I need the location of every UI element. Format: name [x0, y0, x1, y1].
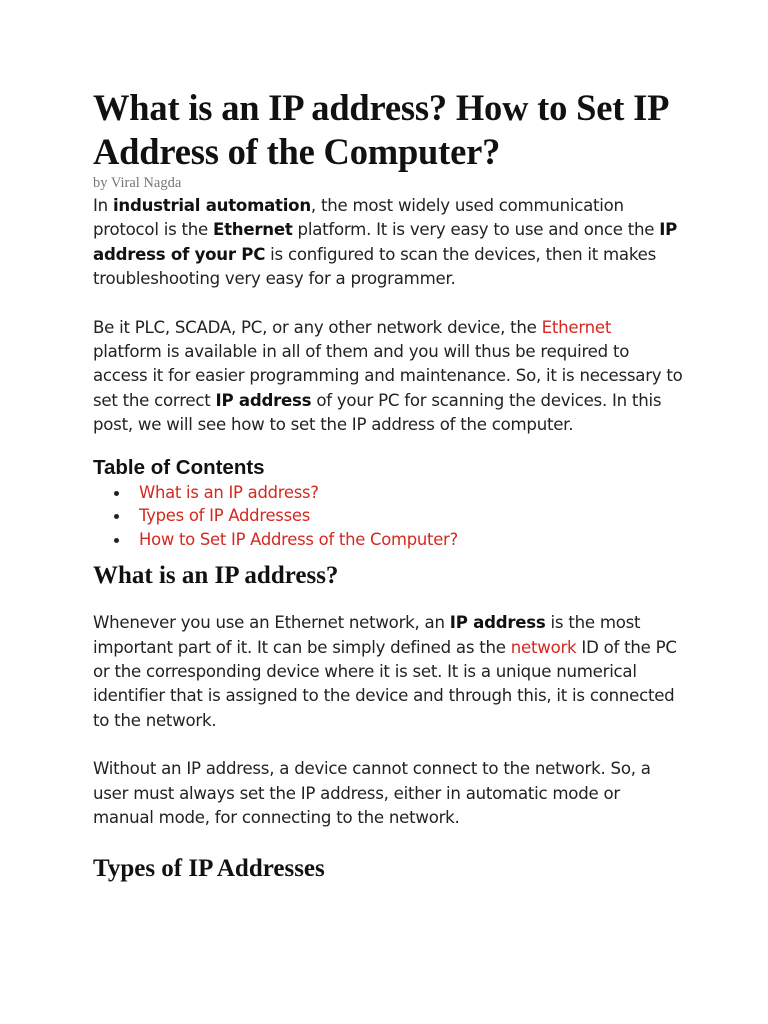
toc-link-types[interactable]: Types of IP Addresses [139, 506, 310, 526]
bold-text: Ethernet [213, 220, 293, 240]
section-heading-types: Types of IP Addresses [93, 855, 325, 883]
spacer [93, 733, 683, 757]
toc-link-how-to-set[interactable]: How to Set IP Address of the Computer? [139, 529, 458, 549]
bullet-icon [114, 538, 119, 543]
toc-item [114, 528, 683, 552]
bold-text: IP address [449, 613, 546, 633]
toc-item [114, 481, 683, 505]
text: ID of the PC or the corresponding device where it is set. It is a unique numerical identifier that is assigned to the device and through this, it is connected to the network. [93, 637, 677, 730]
text: platform. It is very easy to use and once the [292, 220, 660, 240]
text: is configured to scan the devices, then it makes troubleshooting very easy for a programmer. [93, 244, 656, 289]
bullet-icon [114, 514, 119, 519]
toc-link-what-is-ip[interactable]: What is an IP address? [139, 482, 319, 502]
section1-paragraph-1 [93, 611, 683, 733]
toc-heading: Table of Contents [93, 455, 265, 479]
text: of your PC for scanning the devices. In this post, we will see how to set the IP address of the computer. [93, 390, 662, 435]
text: Whenever you use an Ethernet network, an [93, 613, 450, 633]
text: is the most important part of it. It can be simply defined as the [93, 613, 641, 657]
text: platform is available in all of them and you will thus be required to access it for easier programming and maintenance. So, it is necessary to set the correct [93, 342, 683, 410]
bold-text: industrial automation [112, 196, 311, 215]
second-paragraph [93, 316, 683, 438]
article [93, 86, 683, 884]
ethernet-link[interactable]: Ethernet [541, 317, 612, 337]
table-of-contents [93, 481, 683, 552]
byline: by Viral Nagda [93, 175, 182, 191]
section-heading-what-is-ip: What is an IP address? [93, 562, 339, 590]
page-title: What is an IP address? How to Set IP Address of the Computer? [93, 87, 668, 172]
intro-paragraph [93, 194, 683, 292]
text: , the most widely used communication protocol is the [93, 196, 624, 240]
text: In [93, 196, 113, 215]
network-link[interactable]: network [510, 637, 577, 657]
text: Be it PLC, SCADA, PC, or any other network device, the [93, 317, 542, 337]
section1-paragraph-2: Without an IP address, a device cannot connect to the network. So, a user must always set the IP address, either in automatic mode or manual mode, for connecting to the network. [93, 759, 651, 827]
bold-text: IP address [215, 390, 312, 410]
toc-item [114, 504, 683, 528]
bullet-icon [114, 491, 119, 496]
bold-text: IP address of your PC [93, 220, 678, 264]
spacer [93, 292, 683, 316]
